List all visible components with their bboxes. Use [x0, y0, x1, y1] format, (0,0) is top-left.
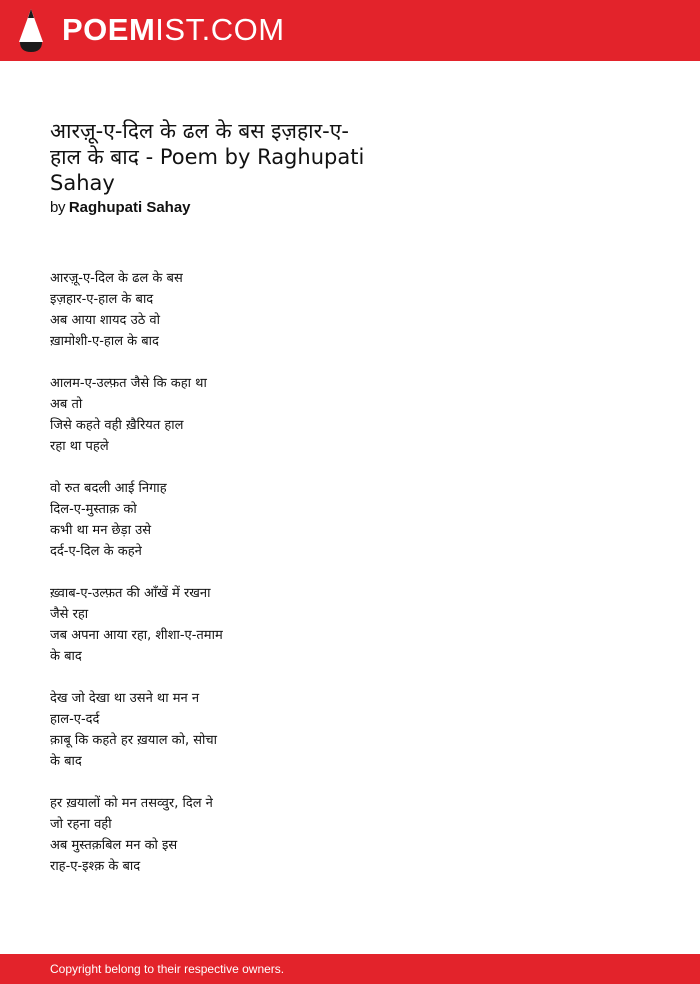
site-footer: [0, 954, 700, 984]
poem-line: क़ाबू कि कहते हर ख़याल को, सोचा: [50, 733, 218, 748]
logo-light-text: IST.COM: [155, 12, 285, 47]
poem-line: आरज़ू-ए-दिल के ढल के बस: [50, 271, 183, 286]
poem-line: देख जो देखा था उसने था मन न: [50, 691, 200, 706]
poem-line: अब आया शायद उठे वो: [50, 313, 160, 328]
poem-line: दर्द-ए-दिल के कहने: [50, 544, 142, 559]
poem-line: हर ख़यालों को मन तसव्वुर, दिल ने: [50, 796, 213, 811]
poem-line: राह-ए-इश्क़ के बाद: [50, 859, 141, 874]
poem-line: जिसे कहते वही ख़ैरियत हाल: [50, 418, 184, 433]
stanza: [50, 478, 290, 562]
poem-line: ख़्वाब-ए-उल्फ़त की आँखें में रखना: [50, 586, 211, 601]
poem-line: वो रुत बदली आई निगाह: [50, 481, 167, 496]
byline-prefix: by: [50, 199, 66, 216]
byline: [50, 199, 191, 216]
poem-line: अब तो: [50, 397, 83, 412]
poem-line: जो रहना वही: [50, 817, 112, 832]
poem-title: आरज़ू-ए-दिल के ढल के बस इज़हार-ए-हाल के बाद - Poem by Raghupati Sahay: [50, 119, 365, 195]
site-logo[interactable]: [62, 12, 285, 48]
stanza: [50, 688, 290, 772]
stanza: [50, 373, 290, 457]
stanza: [50, 793, 290, 877]
poem-line: आलम-ए-उल्फ़त जैसे कि कहा था: [50, 376, 207, 391]
poem-line: के बाद: [50, 649, 82, 664]
author-name[interactable]: Raghupati Sahay: [68, 199, 191, 216]
poem-line: के बाद: [50, 754, 82, 769]
logo-bold-text: POEM: [62, 12, 156, 47]
poem-line: इज़हार-ए-हाल के बाद: [50, 292, 154, 307]
copyright-text: Copyright belong to their respective owners.: [50, 962, 285, 976]
stanza: [50, 268, 290, 352]
poem-line: ख़ामोशी-ए-हाल के बाद: [50, 334, 159, 349]
stanza: [50, 583, 290, 667]
pencil-logo-icon[interactable]: [18, 9, 44, 52]
poem-line: रहा था पहले: [50, 439, 109, 454]
poem-line: दिल-ए-मुस्ताक़ को: [50, 502, 137, 517]
poem-line: जब अपना आया रहा, शीशा-ए-तमाम: [50, 628, 223, 643]
poem-body: [50, 268, 290, 898]
site-header: [0, 0, 700, 61]
poem-line: अब मुस्तक़बिल मन को इस: [50, 838, 178, 853]
poem-line: जैसे रहा: [50, 607, 89, 622]
poem-line: कभी था मन छेड़ा उसे: [50, 523, 152, 538]
poem-line: हाल-ए-दर्द: [50, 712, 100, 727]
